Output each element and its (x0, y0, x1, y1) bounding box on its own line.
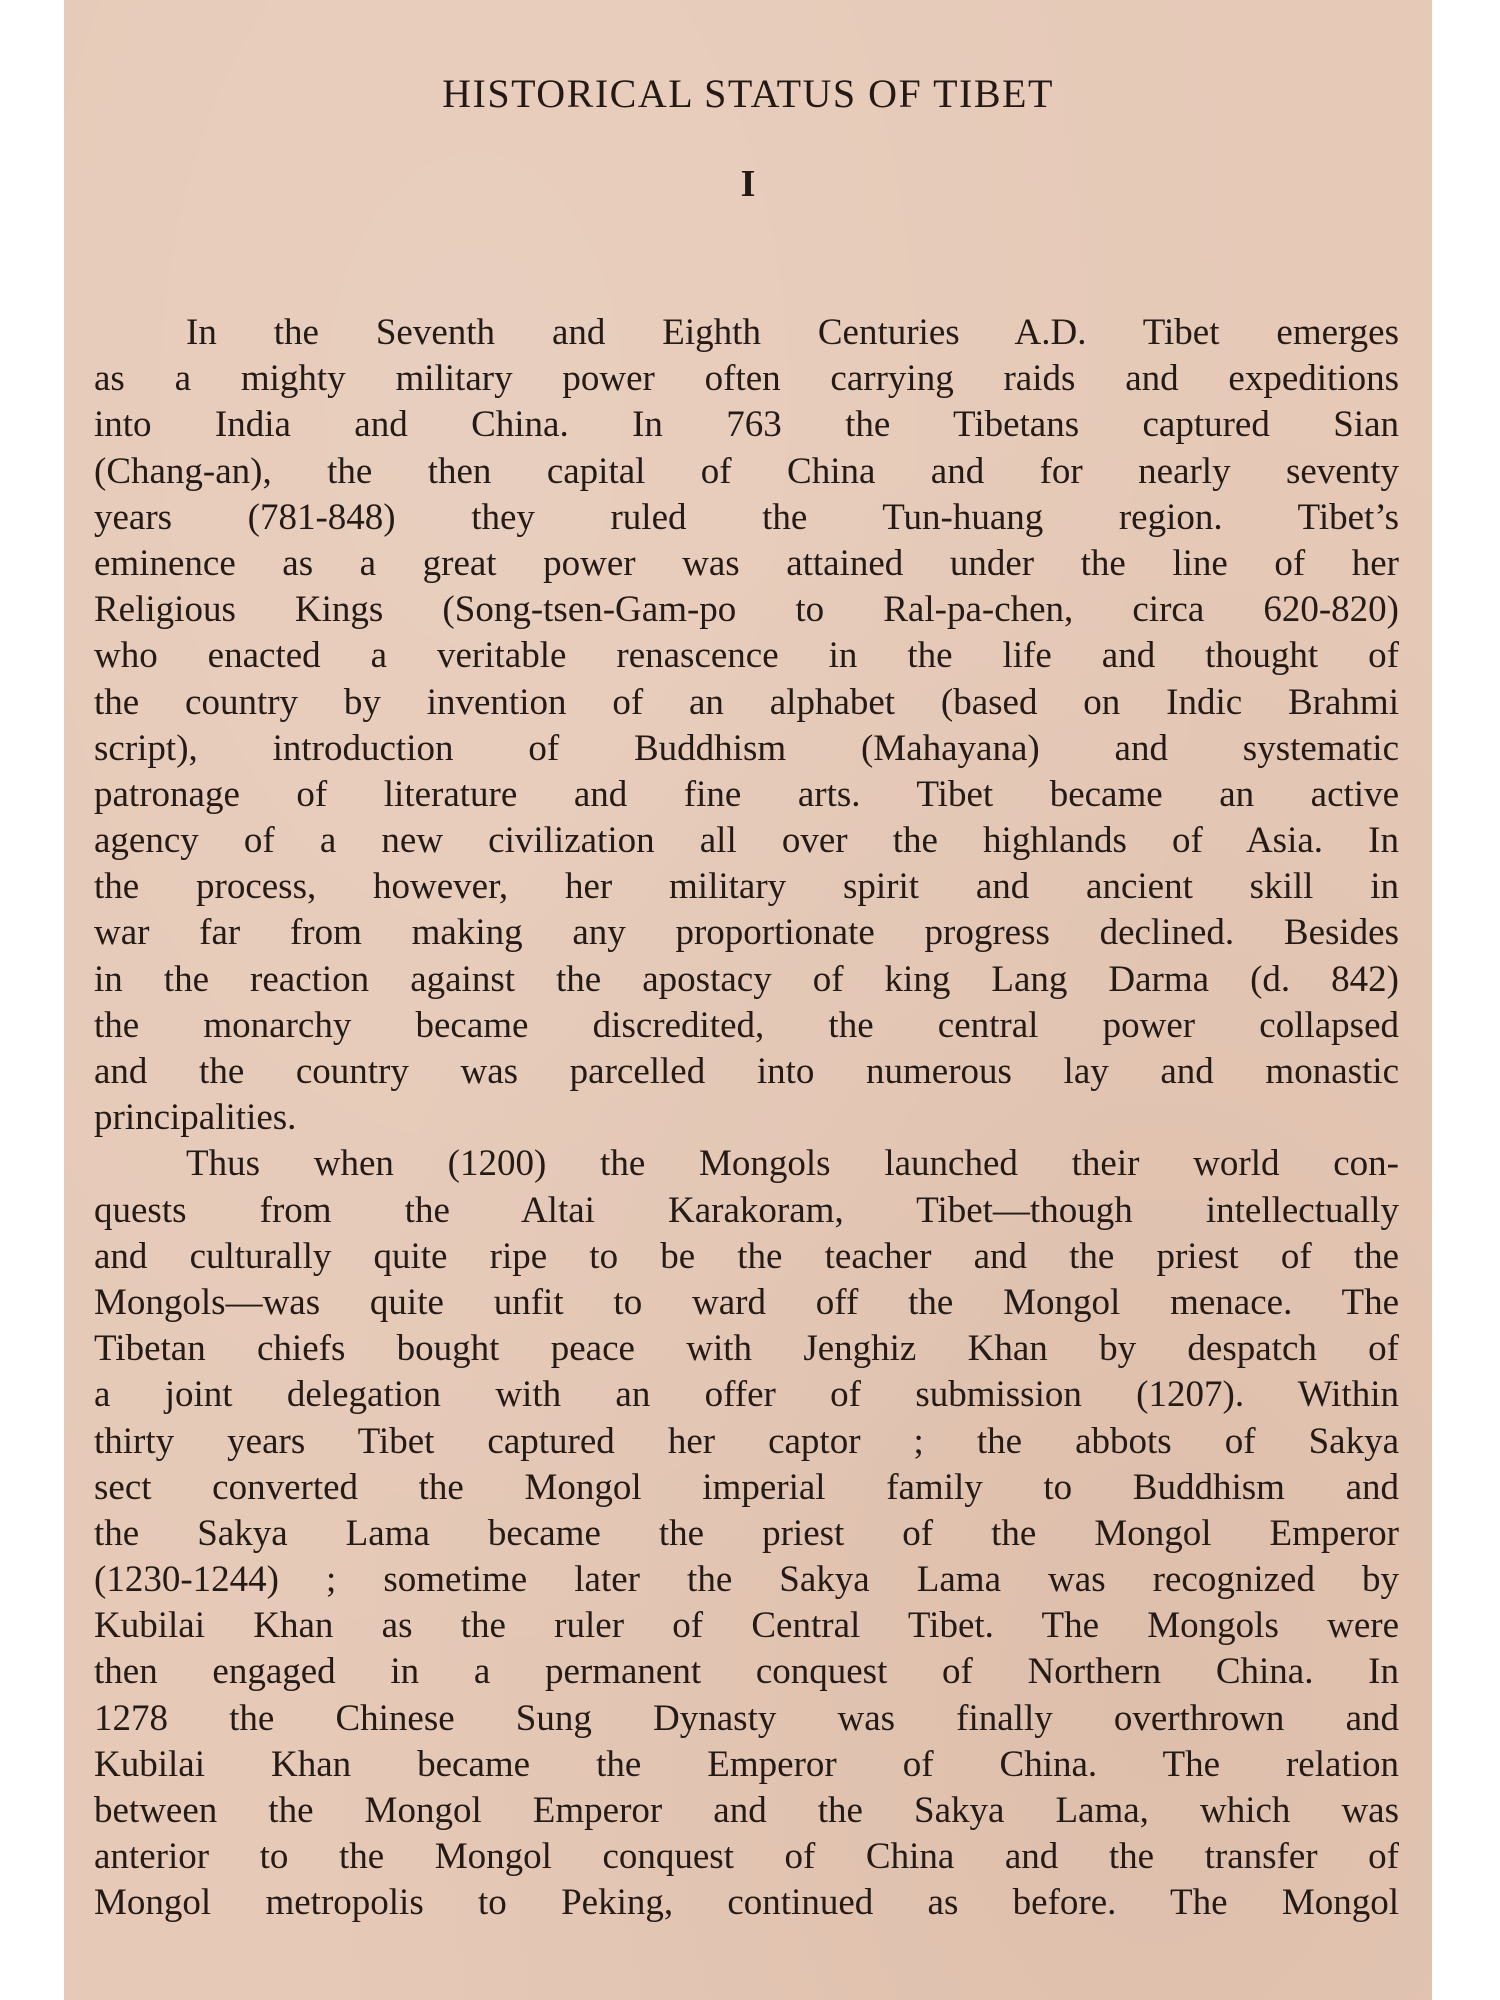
page-title: HISTORICAL STATUS OF TIBET (442, 71, 1054, 116)
text-line: who enacted a veritable renascence in the life and thought of (94, 635, 1399, 677)
text-line: into India and China. In 763 the Tibetans captured Sian (94, 404, 1399, 446)
text-line: a joint delegation with an offer of submission (1207). Within (94, 1374, 1399, 1416)
section-number: I (740, 163, 756, 205)
text-line: Mongol metropolis to Peking, continued as before. The Mongol (94, 1882, 1399, 1924)
text-line: agency of a new civilization all over the highlands of Asia. In (94, 820, 1399, 862)
text-line: anterior to the Mongol conquest of China and the transfer of (94, 1836, 1399, 1878)
text-line: the monarchy became discredited, the central power collapsed (94, 1004, 1399, 1046)
text-line: years (781-848) they ruled the Tun-huang region. Tibet’s (94, 496, 1399, 538)
text-line: then engaged in a permanent conquest of Northern China. In (94, 1651, 1399, 1693)
text-line: Kubilai Khan became the Emperor of China. The relation (94, 1743, 1399, 1785)
text-line: In the Seventh and Eighth Centuries A.D. Tibet emerges (186, 312, 1399, 353)
text-line: patronage of literature and fine arts. Tibet became an active (94, 773, 1399, 815)
text-line: as a mighty military power often carrying raids and expeditions (94, 358, 1399, 400)
text-line: Tibetan chiefs bought peace with Jenghiz Khan by despatch of (94, 1328, 1399, 1370)
text-line: Thus when (1200) the Mongols launched their world con- (186, 1143, 1399, 1185)
text-line: principalities. (94, 1097, 297, 1139)
text-line: in the reaction against the apostacy of king Lang Darma (d. 842) (94, 958, 1399, 1000)
paragraph-1 (94, 310, 1399, 1141)
text-line: 1278 the Chinese Sung Dynasty was finally overthrown and (94, 1697, 1399, 1739)
text-line: Religious Kings (Song-tsen-Gam-po to Ral-pa-chen, circa 620-820) (94, 589, 1399, 631)
paragraph-2 (94, 1141, 1399, 1926)
text-line: war far from making any proportionate progress declined. Besides (94, 912, 1399, 954)
text-line: Mongols—was quite unfit to ward off the Mongol menace. The (94, 1281, 1399, 1323)
text-line: between the Mongol Emperor and the Sakya Lama, which was (94, 1790, 1399, 1831)
text-line: Kubilai Khan as the ruler of Central Tibet. The Mongols were (94, 1605, 1399, 1647)
text-line: quests from the Altai Karakoram, Tibet—though intellectually (94, 1189, 1399, 1231)
text-line: and culturally quite ripe to be the teacher and the priest of the (94, 1235, 1399, 1277)
text-line: (Chang-an), the then capital of China and for nearly seventy (94, 450, 1399, 492)
text-line: and the country was parcelled into numerous lay and monastic (94, 1051, 1399, 1092)
text-line: thirty years Tibet captured her captor ; the abbots of Sakya (94, 1420, 1399, 1462)
text-line: the Sakya Lama became the priest of the Mongol Emperor (94, 1512, 1399, 1554)
body-text (94, 310, 1399, 1927)
text-line: the country by invention of an alphabet (based on Indic Brahmi (94, 681, 1399, 723)
text-line: eminence as a great power was attained under the line of her (94, 542, 1399, 584)
text-line: sect converted the Mongol imperial family to Buddhism and (94, 1466, 1399, 1508)
text-line: the process, however, her military spirit and ancient skill in (94, 866, 1399, 908)
text-line: (1230-1244) ; sometime later the Sakya Lama was recognized by (94, 1559, 1399, 1601)
book-page (64, 0, 1432, 2000)
text-line: script), introduction of Buddhism (Mahayana) and systematic (94, 727, 1399, 769)
